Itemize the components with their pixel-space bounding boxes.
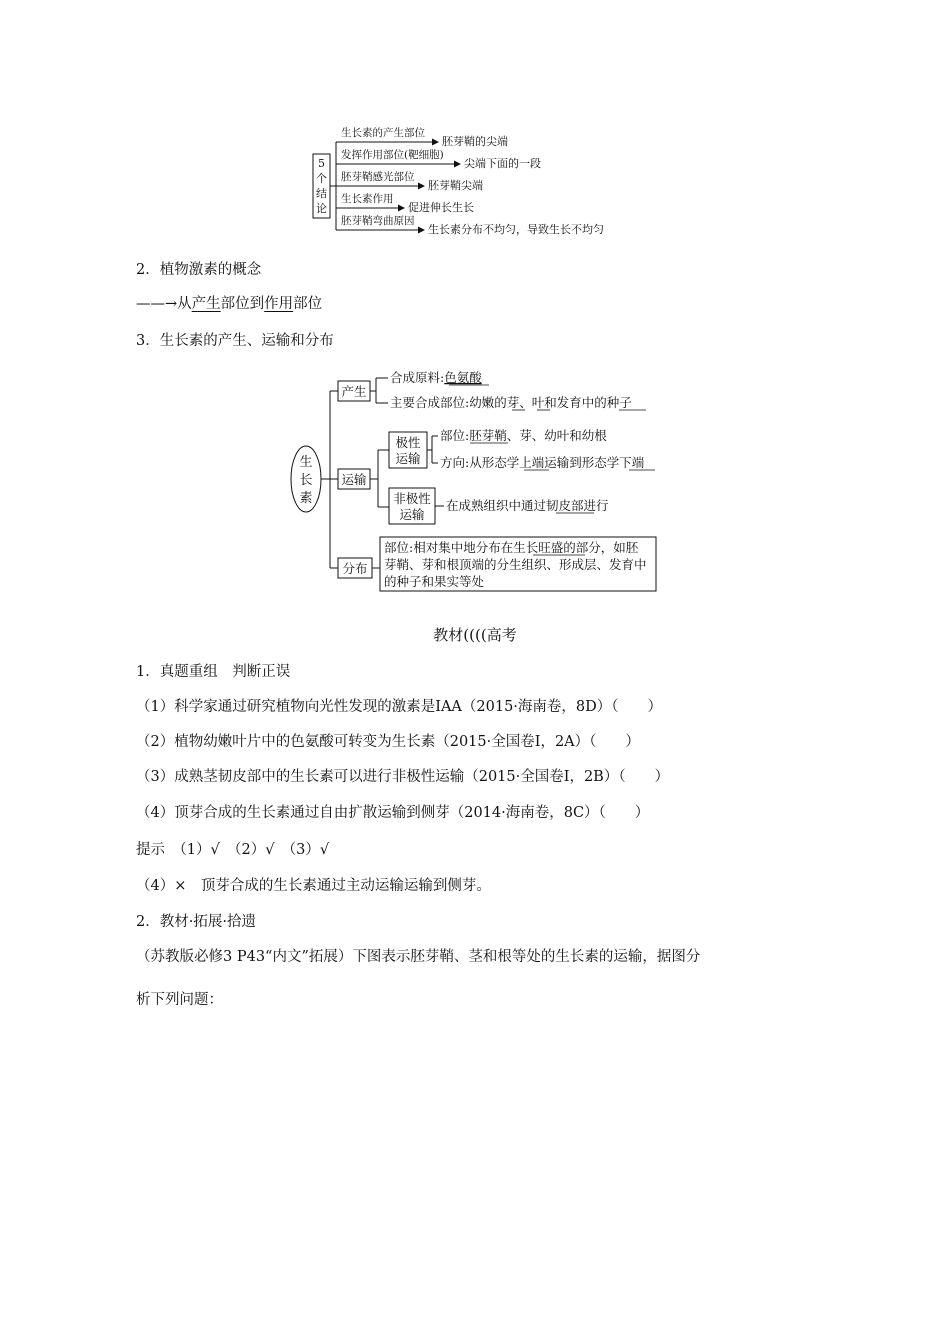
paragraph-line: （苏教版必修3 P43“内文”拓展）下图表示胚芽鞘、茎和根等处的生长素的运输，据图分 xyxy=(136,949,701,965)
transport-label: 运输 xyxy=(341,472,367,487)
box-char: 个 xyxy=(316,172,327,185)
row-label: 胚芽鞘弯曲原因 xyxy=(341,215,415,227)
root-char: 长 xyxy=(299,473,313,488)
row-result: 胚芽鞘的尖端 xyxy=(442,135,508,148)
produce-site: 主要合成部位:幼嫩的芽、叶和发育中的种子 xyxy=(390,395,632,410)
nonpolar-label: 运输 xyxy=(399,507,425,522)
conclusions-diagram xyxy=(0,0,950,250)
box-char: 5 xyxy=(318,157,325,170)
section-heading: 2．植物激素的概念 xyxy=(136,262,262,278)
concept-text: 部位到 xyxy=(220,296,265,312)
row-result: 尖端下面的一段 xyxy=(464,157,541,170)
root-char: 生 xyxy=(299,455,313,470)
question-heading: 2．教材·拓展·拾遗 xyxy=(136,914,256,930)
row-label: 胚芽鞘感光部位 xyxy=(341,171,415,183)
question-heading: 1．真题重组 判断正误 xyxy=(136,664,291,680)
question-item: （4）顶芽合成的生长素通过自由扩散运输到侧芽（2014·海南卷，8C）（ ） xyxy=(136,805,650,821)
question-item: （1）科学家通过研究植物向光性发现的激素是IAA（2015·海南卷，8D）（ ） xyxy=(136,699,663,715)
question-item: （3）成熟茎韧皮部中的生长素可以进行非极性运输（2015·全国卷Ⅰ，2B）（ ） xyxy=(136,769,670,785)
polar-site: 部位:胚芽鞘、芽、幼叶和幼根 xyxy=(440,428,607,443)
nonpolar-text: 在成熟组织中通过韧皮部进行 xyxy=(446,498,609,513)
polar-direction: 方向:从形态学上端运输到形态学下端 xyxy=(440,455,645,470)
distribution-line3: 的种子和果实等处 xyxy=(384,574,485,589)
distribution-line1: 部位:相对集中地分布在生长旺盛的部分，如胚 xyxy=(384,540,639,555)
distribution-label: 分布 xyxy=(342,561,368,576)
polar-label: 运输 xyxy=(395,451,421,466)
distribution-line2: 芽鞘、芽和根顶端的分生组织、形成层、发育中 xyxy=(384,557,647,572)
answer-hint: 提示 （1）√ （2）√ （3）√ xyxy=(136,842,330,858)
concept-line xyxy=(136,294,322,314)
row-label: 生长素的产生部位 xyxy=(341,127,425,139)
box-char: 结 xyxy=(316,187,327,200)
concept-word: 产生 xyxy=(191,296,221,312)
produce-material: 合成原料:色氨酸 xyxy=(390,370,482,385)
row-label: 生长素作用 xyxy=(341,193,394,205)
concept-text: 部位 xyxy=(293,296,323,312)
root-char: 素 xyxy=(299,491,313,506)
section-heading: 3．生长素的产生、运输和分布 xyxy=(136,333,334,349)
concept-arrow: ——→从 xyxy=(136,296,192,312)
polar-label: 极性 xyxy=(395,435,421,450)
answer-hint: （4）× 顶芽合成的生长素通过主动运输运输到侧芽。 xyxy=(136,878,491,894)
section-center-title: 教材((((高考 xyxy=(433,626,517,644)
nonpolar-label: 非极性 xyxy=(393,491,431,506)
row-result: 促进伸长生长 xyxy=(408,201,474,214)
row-result: 生长素分布不均匀，导致生长不均匀 xyxy=(428,223,604,236)
row-label: 发挥作用部位(靶细胞) xyxy=(341,149,444,161)
concept-word: 作用 xyxy=(264,296,294,312)
produce-label: 产生 xyxy=(341,384,367,399)
box-char: 论 xyxy=(316,202,327,215)
paragraph-line: 析下列问题： xyxy=(136,992,223,1008)
row-result: 胚芽鞘尖端 xyxy=(428,179,483,192)
auxin-diagram xyxy=(0,360,950,600)
question-item: （2）植物幼嫩叶片中的色氨酸可转变为生长素（2015·全国卷Ⅰ，2A）（ ） xyxy=(136,734,640,750)
